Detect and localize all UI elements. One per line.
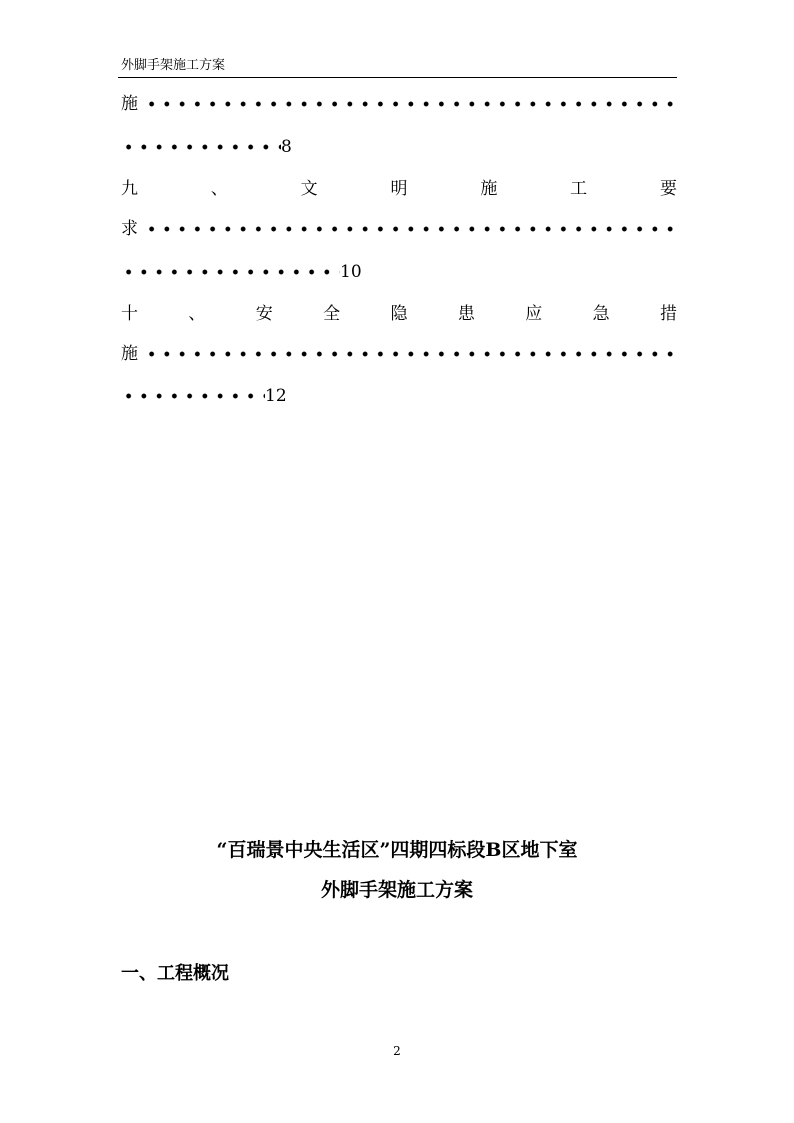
toc-char: 应: [525, 304, 543, 324]
toc-item-10-line-2[interactable]: [121, 385, 677, 407]
header-rule: [118, 77, 677, 78]
toc-leader-dots: [144, 93, 677, 115]
toc-char: 患: [457, 304, 475, 324]
toc-item-9-tail: 求: [121, 219, 138, 239]
toc-char: 措: [660, 304, 677, 324]
toc-char: 施: [480, 179, 498, 199]
page-number: 2: [393, 1044, 401, 1058]
toc-char: 、: [188, 304, 206, 324]
toc-char: 、: [210, 179, 228, 199]
toc-item-10-title[interactable]: [121, 303, 677, 325]
toc-char: 工: [570, 179, 588, 199]
running-header: 外脚手架施工方案: [121, 58, 226, 73]
toc-char: 安: [255, 304, 273, 324]
toc-leader-dots: [121, 385, 265, 407]
section-heading: 一、工程概况: [121, 963, 229, 984]
toc-char: 要: [659, 179, 677, 199]
toc-leader-dots: [144, 218, 677, 240]
toc-char: 九: [121, 179, 138, 199]
toc-char: 全: [323, 304, 341, 324]
toc-item-8-line-1[interactable]: [121, 93, 677, 115]
toc-item-10-line-1[interactable]: [121, 343, 677, 365]
toc-item-8-page: 8: [281, 137, 292, 157]
toc-item-9-page: 10: [340, 262, 362, 282]
toc-item-8-line-2[interactable]: [121, 136, 677, 158]
toc-leader-dots: [121, 261, 340, 283]
toc-char: 文: [300, 179, 318, 199]
toc-char: 明: [390, 179, 408, 199]
toc-item-9-line-1[interactable]: [121, 218, 677, 240]
toc-char: 十: [121, 304, 138, 324]
toc-leader-dots: [144, 343, 677, 365]
toc-leader-dots: [121, 136, 281, 158]
toc-char: 急: [592, 304, 610, 324]
toc-item-10-tail: 施: [121, 344, 138, 364]
toc-item-8-tail: 施: [121, 94, 138, 114]
toc-item-10-page: 12: [265, 386, 287, 406]
document-title-line-1: “百瑞景中央生活区”四期四标段B区地下室: [216, 839, 578, 861]
document-title-line-2: 外脚手架施工方案: [320, 879, 473, 901]
toc-item-9-line-2[interactable]: [121, 261, 677, 283]
toc-item-9-title[interactable]: [121, 178, 677, 200]
toc-char: 隐: [390, 304, 408, 324]
